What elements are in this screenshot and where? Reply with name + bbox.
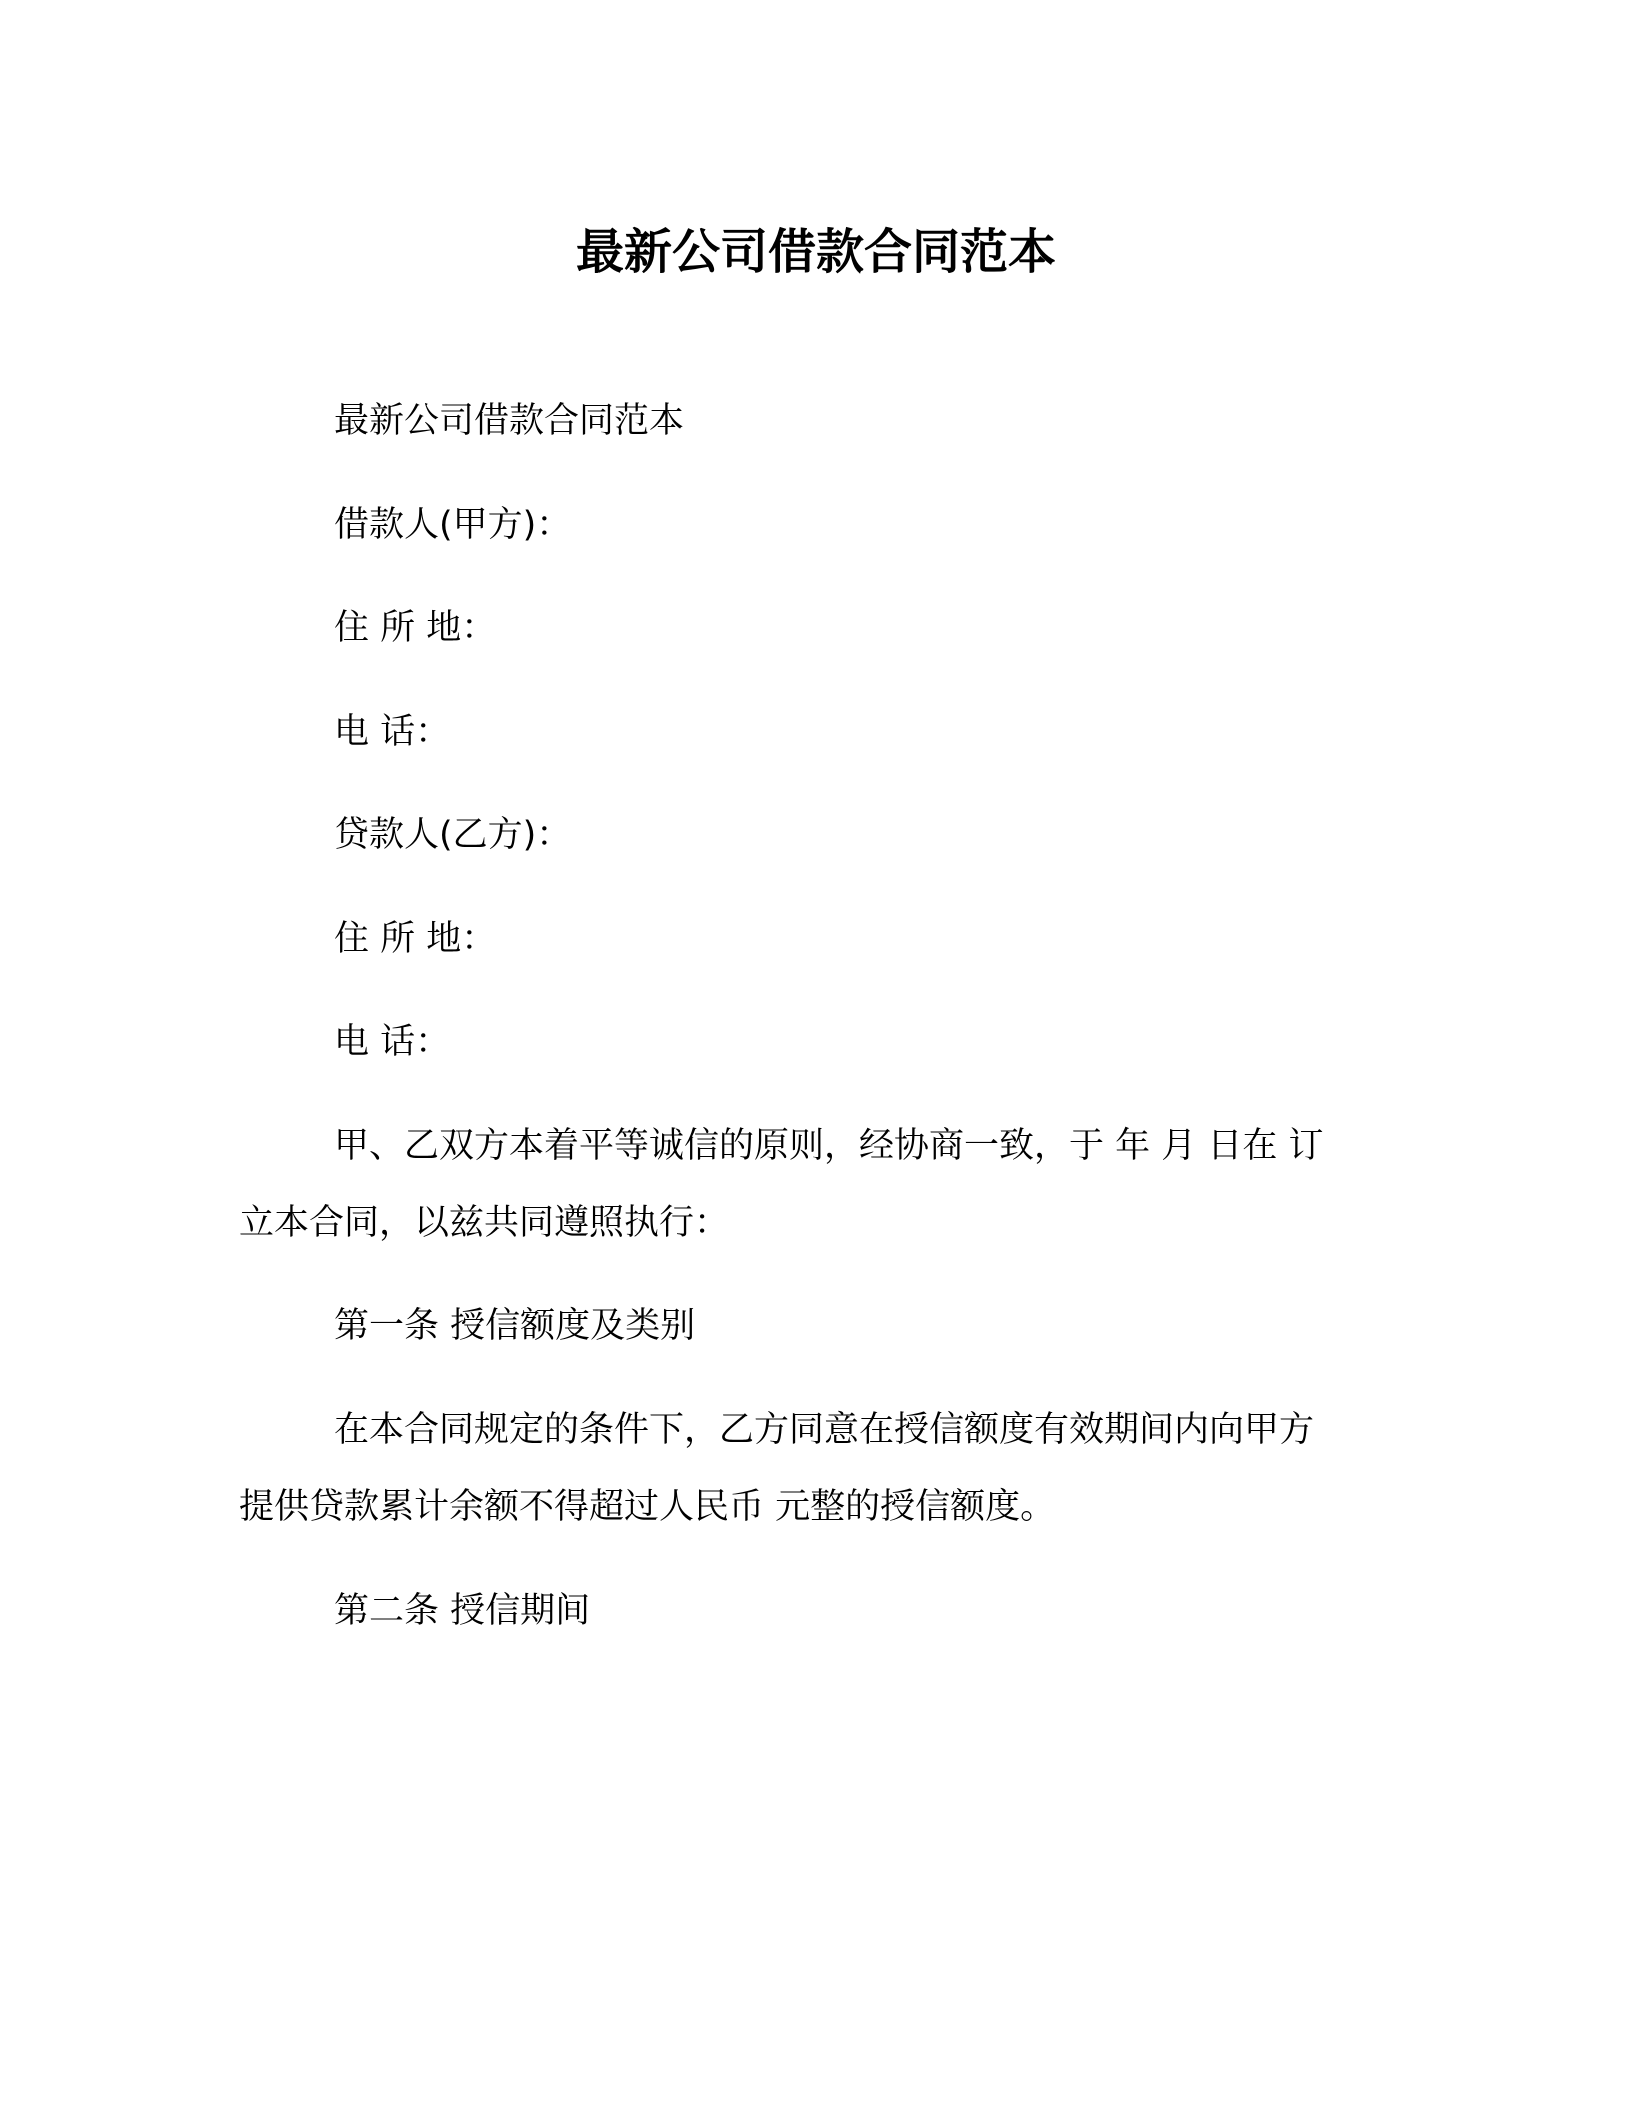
preamble-paragraph-line-1: 甲、乙双方本着平等诚信的原则，经协商一致，于 年 月 日在 订	[334, 1126, 1324, 1166]
article-1-paragraph-line-1: 在本合同规定的条件下，乙方同意在授信额度有效期间内向甲方	[334, 1410, 1315, 1450]
borrower-phone-label: 电 话：	[334, 712, 451, 752]
document-title: 最新公司借款合同范本	[575, 224, 1056, 280]
subtitle-line: 最新公司借款合同范本	[334, 401, 685, 441]
lender-address-label: 住 所 地：	[334, 919, 497, 959]
article-1-heading: 第一条 授信额度及类别	[334, 1306, 696, 1346]
borrower-address-label: 住 所 地：	[334, 608, 497, 648]
preamble-paragraph-line-2: 立本合同，以兹共同遵照执行：	[239, 1203, 730, 1243]
article-1-paragraph-line-2: 提供贷款累计余额不得超过人民币 元整的授信额度。	[239, 1487, 1056, 1527]
lender-label: 贷款人(乙方)：	[334, 815, 572, 855]
borrower-label: 借款人(甲方)：	[334, 505, 572, 545]
article-2-heading: 第二条 授信期间	[334, 1591, 591, 1631]
lender-phone-label: 电 话：	[334, 1022, 451, 1062]
